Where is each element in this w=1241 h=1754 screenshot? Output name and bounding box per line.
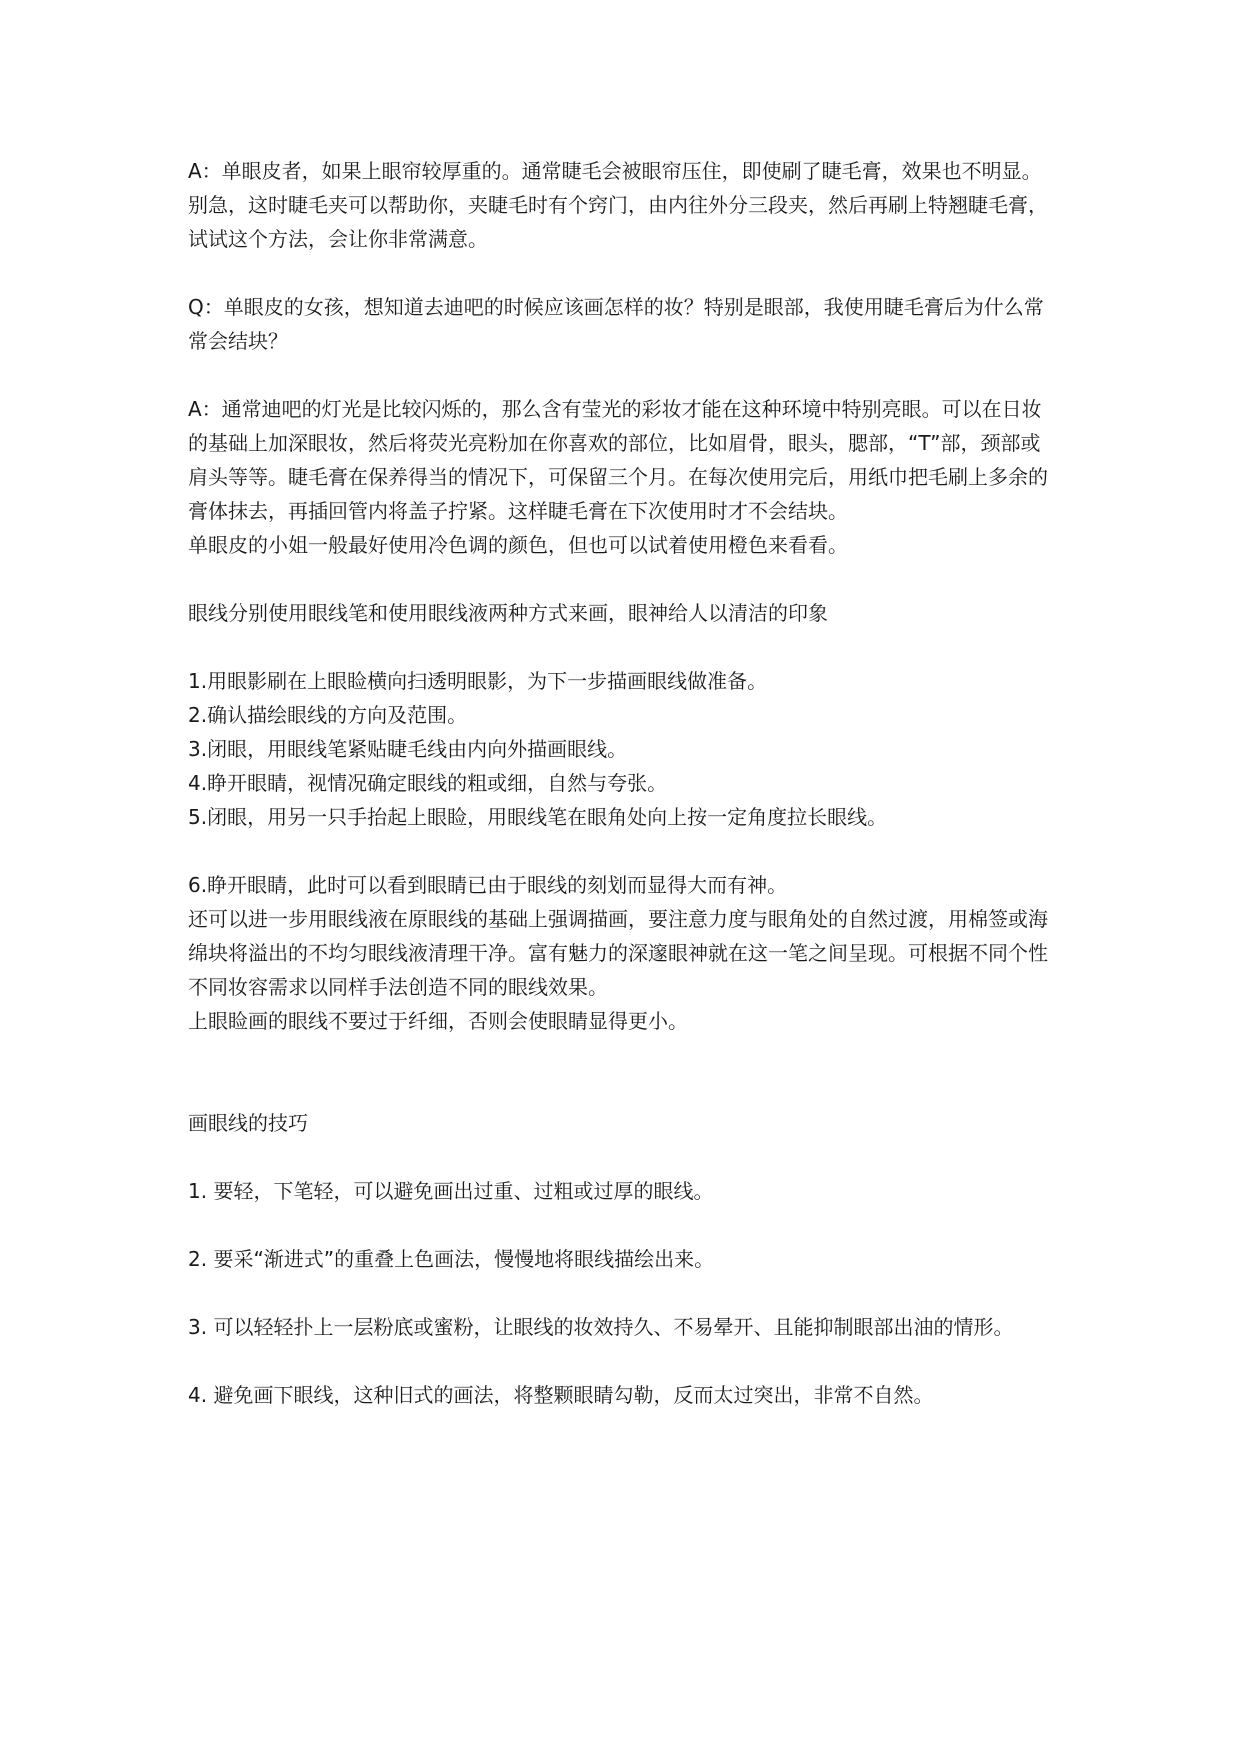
step-6: 6.睁开眼睛，此时可以看到眼睛已由于眼线的刻划而显得大而有神。 [188, 873, 788, 897]
technique-2: 2. 要采“渐进式”的重叠上色画法，慢慢地将眼线描绘出来。 [188, 1247, 715, 1271]
step-3: 3.闭眼，用眼线笔紧贴睫毛线由内向外描画眼线。 [188, 737, 628, 761]
step-5: 5.闭眼，用另一只手抬起上眼睑，用眼线笔在眼角处向上按一定角度拉长眼线。 [188, 805, 888, 829]
spacer [188, 1276, 1058, 1310]
step-4: 4.睁开眼睛，视情况确定眼线的粗或细，自然与夸张。 [188, 771, 668, 795]
spacer [188, 834, 1058, 868]
answer-paragraph-2: A：通常迪吧的灯光是比较闪烁的，那么含有莹光的彩妆才能在这种环境中特别亮眼。可以在日妆的基础上加深眼妆，然后将荧光亮粉加在你喜欢的部位，比如眉骨，眼头，腮部，“T”部，颈部或肩头等等。睫毛膏在保养得当的情况下，可保留三个月。在每次使用完后，用纸巾把毛刷上多余的膏体抹去，再插回管内将盖子拧紧。这样睫毛膏在下次使用时才不会结块。 [188, 397, 1048, 523]
document-body [188, 154, 1058, 1412]
answer-paragraph-1: A：单眼皮者，如果上眼帘较厚重的。通常睫毛会被眼帘压住，即使刷了睫毛膏，效果也不明显。别急，这时睫毛夹可以帮助你，夹睫毛时有个窍门，由内往外分三段夹，然后再刷上特翘睫毛膏，试试这个方法，会让你非常满意。 [188, 159, 1048, 251]
spacer [188, 1140, 1058, 1174]
technique-1: 1. 要轻，下笔轻，可以避免画出过重、过粗或过厚的眼线。 [188, 1179, 714, 1203]
spacer [188, 1038, 1058, 1106]
advanced-tip-paragraph: 还可以进一步用眼线液在原眼线的基础上强调描画，要注意力度与眼角处的自然过渡，用棉签或海绵块将溢出的不均匀眼线液清理干净。富有魅力的深邃眼神就在这一笔之间呈现。可根据不同个性不同妆容需求以同样手法创造不同的眼线效果。 [188, 907, 1048, 999]
color-tip-paragraph: 单眼皮的小姐一般最好使用冷色调的颜色，但也可以试着使用橙色来看看。 [188, 533, 848, 557]
spacer [188, 630, 1058, 664]
question-paragraph: Q：单眼皮的女孩，想知道去迪吧的时候应该画怎样的妆？特别是眼部，我使用睫毛膏后为什么常常会结块？ [188, 295, 1044, 353]
technique-4: 4. 避免画下眼线，这种旧式的画法，将整颗眼睛勾勒，反而太过突出，非常不自然。 [188, 1383, 934, 1407]
spacer [188, 562, 1058, 596]
section-heading: 画眼线的技巧 [188, 1111, 308, 1135]
spacer [188, 1344, 1058, 1378]
spacer [188, 256, 1058, 290]
spacer [188, 358, 1058, 392]
step-2: 2.确认描绘眼线的方向及范围。 [188, 703, 468, 727]
upper-lid-note: 上眼睑画的眼线不要过于纤细，否则会使眼睛显得更小。 [188, 1009, 688, 1033]
step-1: 1.用眼影刷在上眼睑横向扫透明眼影，为下一步描画眼线做准备。 [188, 669, 768, 693]
technique-3: 3. 可以轻轻扑上一层粉底或蜜粉，让眼线的妆效持久、不易晕开、且能抑制眼部出油的情形。 [188, 1315, 1014, 1339]
eyeliner-intro: 眼线分别使用眼线笔和使用眼线液两种方式来画，眼神给人以清洁的印象 [188, 601, 828, 625]
spacer [188, 1208, 1058, 1242]
